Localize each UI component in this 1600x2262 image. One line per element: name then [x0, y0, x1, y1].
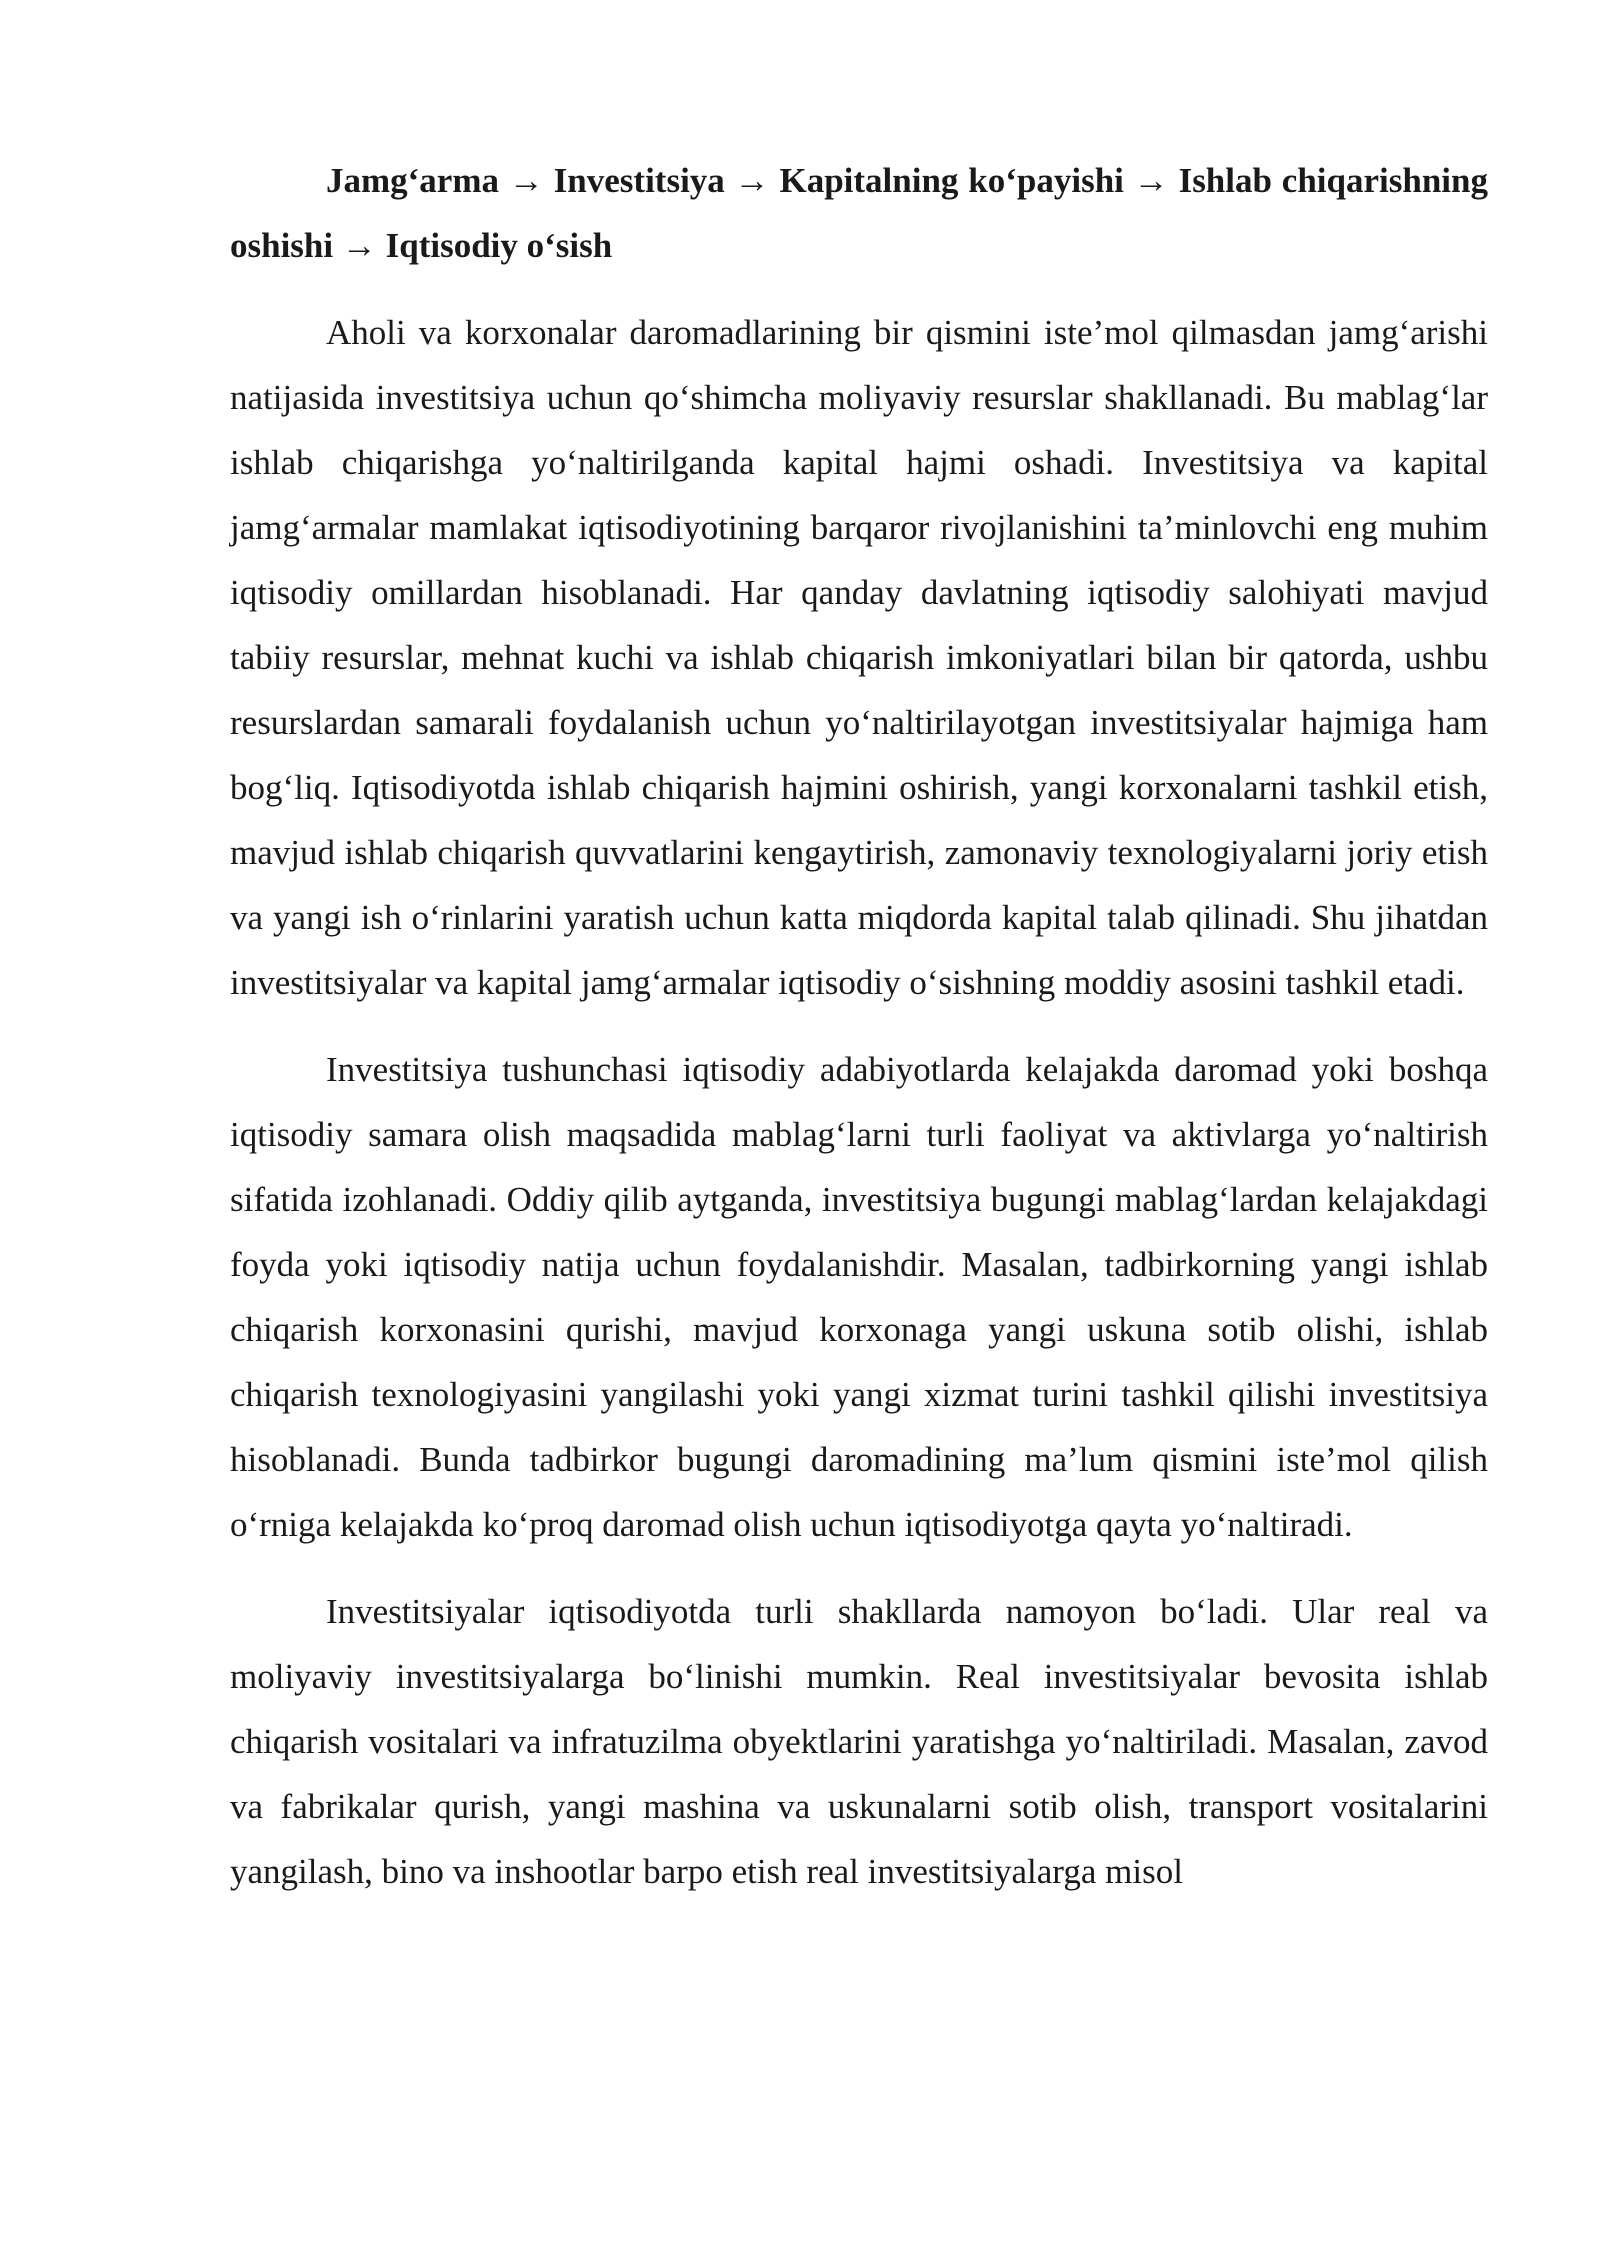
paragraph-investment-types: Investitsiyalar iqtisodiyotda turli shakllarda namoyon bo‘ladi. Ular real va moliyaviy investitsiyalarga bo‘linishi mumkin. Real investitsiyalar bevosita ishlab chiqarish vositalari va infratuzilma obyektlarini yaratishga yo‘naltiriladi. Masalan, zavod va fabrikalar qurish, yangi mashina va uskunalarni sotib olish, transport vositalarini yangilash, bino va inshootlar barpo etish real investitsiyalarga misol: [230, 1592, 1488, 1891]
paragraph-investment-definition: Investitsiya tushunchasi iqtisodiy adabiyotlarda kelajakda daromad yoki boshqa iqtisodiy samara olish maqsadida mablag‘larni turli faoliyat va aktivlarga yo‘naltirish sifatida izohlanadi. Oddiy qilib aytganda, investitsiya bugungi mablag‘lardan kelajakdagi foyda yoki iqtisodiy natija uchun foydalanishdir. Masalan, tadbirkorning yangi ishlab chiqarish korxonasini qurishi, mavjud korxonaga yangi uskuna sotib olishi, ishlab chiqarish texnologiyasini yangilashi yoki yangi xizmat turini tashkil qilishi investitsiya hisoblanadi. Bunda tadbirkor bugungi daromadining ma’lum qismini iste’mol qilish o‘rniga kelajakda ko‘proq daromad olish uchun iqtisodiyotga qayta yo‘naltiradi.: [230, 1050, 1488, 1544]
document-body: [230, 148, 1488, 1926]
flow-heading: Jamg‘arma → Investitsiya → Kapitalning ko‘payishi → Ishlab chiqarishning oshishi → Iqtisodiy o‘sish: [230, 161, 1488, 265]
paragraph-savings-investment: Aholi va korxonalar daromadlarining bir qismini iste’mol qilmasdan jamg‘arishi natijasida investitsiya uchun qo‘shimcha moliyaviy resurslar shakllanadi. Bu mablag‘lar ishlab chiqarishga yo‘naltirilganda kapital hajmi oshadi. Investitsiya va kapital jamg‘armalar mamlakat iqtisodiyotining barqaror rivojlanishini ta’minlovchi eng muhim iqtisodiy omillardan hisoblanadi. Har qanday davlatning iqtisodiy salohiyati mavjud tabiiy resurslar, mehnat kuchi va ishlab chiqarish imkoniyatlari bilan bir qatorda, ushbu resurslardan samarali foydalanish uchun yo‘naltirilayotgan investitsiyalar hajmiga ham bog‘liq. Iqtisodiyotda ishlab chiqarish hajmini oshirish, yangi korxonalarni tashkil etish, mavjud ishlab chiqarish quvvatlarini kengaytirish, zamonaviy texnologiyalarni joriy etish va yangi ish o‘rinlarini yaratish uchun katta miqdorda kapital talab qilinadi. Shu jihatdan investitsiyalar va kapital jamg‘armalar iqtisodiy o‘sishning moddiy asosini tashkil etadi.: [230, 313, 1488, 1002]
